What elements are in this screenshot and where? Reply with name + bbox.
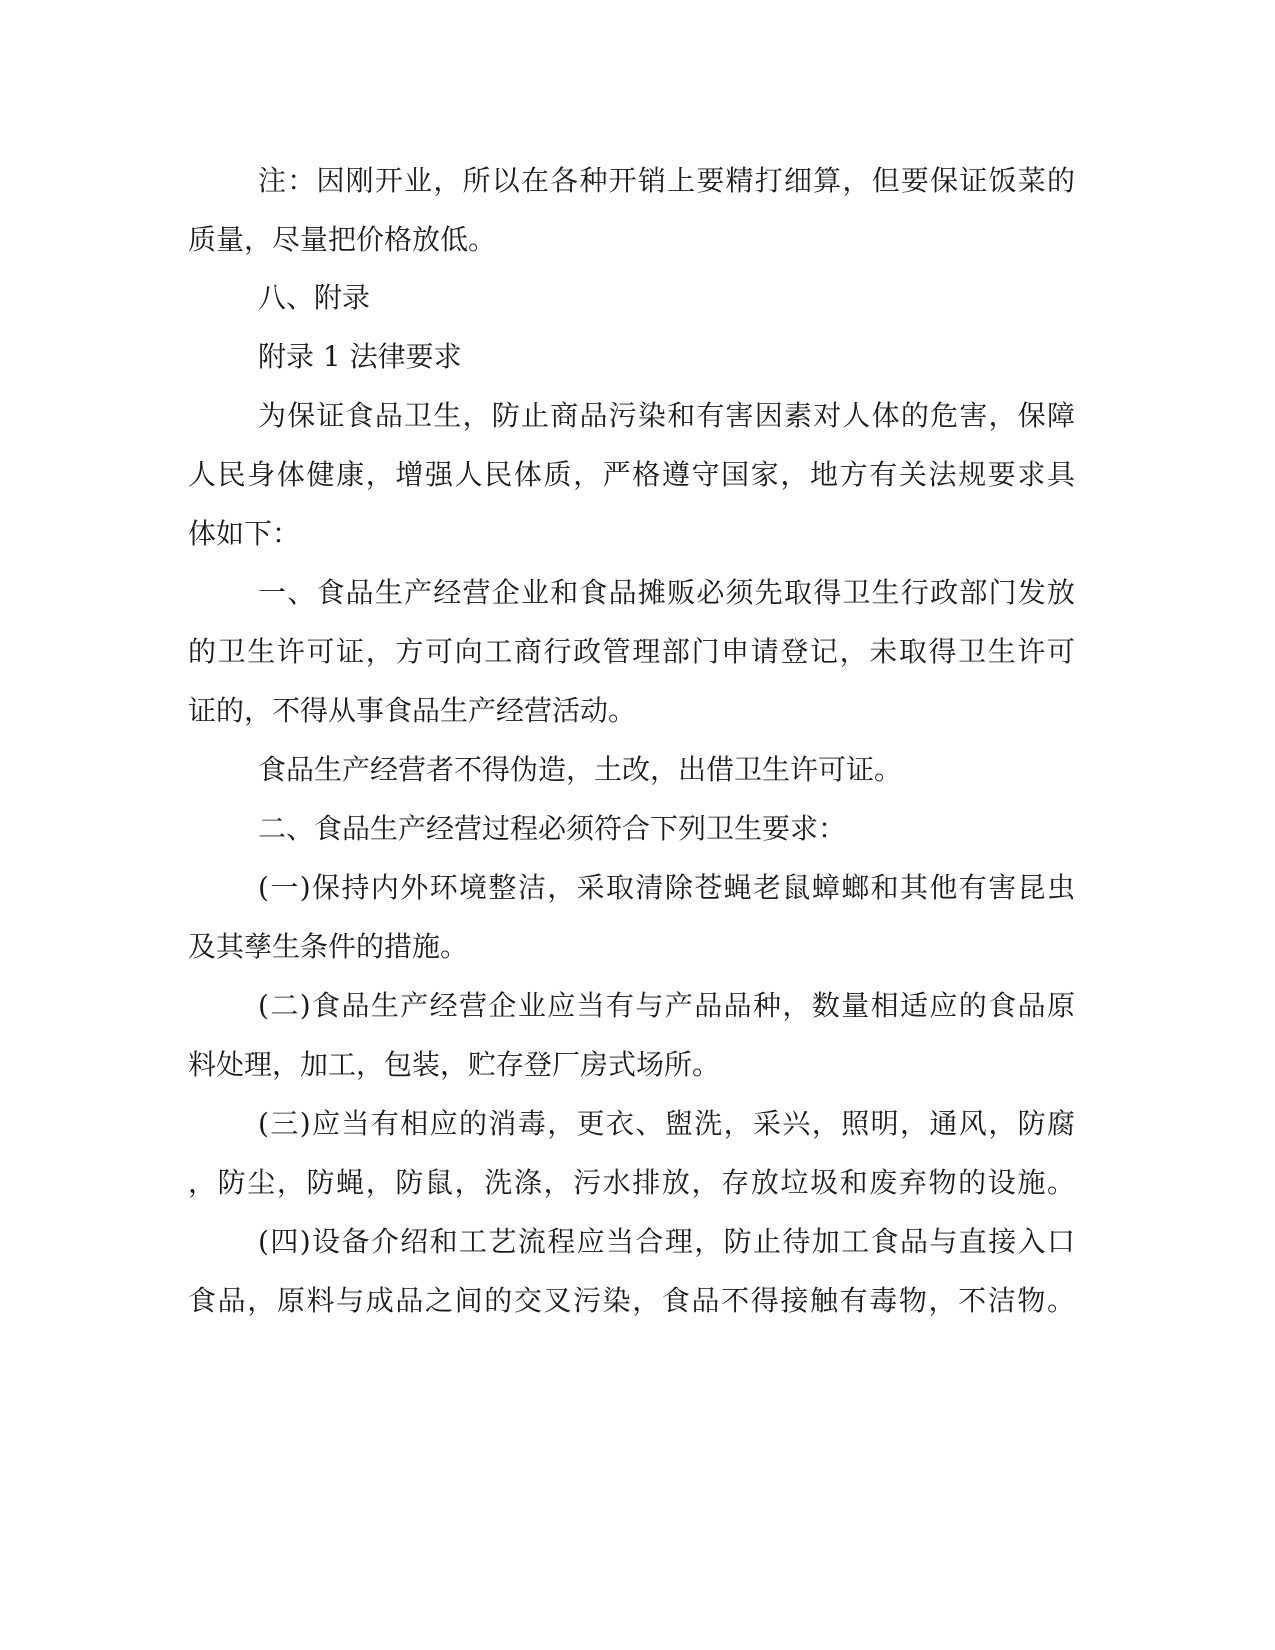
paragraph-line: (四)设备介绍和工艺流程应当合理，防止待加工食品与直接入口 — [258, 1225, 1075, 1258]
paragraph-line: 一、食品生产经营企业和食品摊贩必须先取得卫生行政部门发放 — [258, 576, 1075, 609]
paragraph-line: 及其孳生条件的措施。 — [188, 930, 469, 963]
paragraph-line: 食品，原料与成品之间的交叉污染，食品不得接触有毒物，不洁物。 — [188, 1284, 1075, 1317]
paragraph-line: 注：因刚开业，所以在各种开销上要精打细算，但要保证饭菜的 — [258, 164, 1075, 197]
paragraph-line: 料处理，加工，包装，贮存登厂房式场所。 — [188, 1048, 721, 1081]
paragraph-line: 二、食品生产经营过程必须符合下列卫生要求： — [258, 812, 847, 845]
paragraph-line: 的卫生许可证，方可向工商行政管理部门申请登记，未取得卫生许可 — [188, 635, 1075, 668]
paragraph-line: 证的，不得从事食品生产经营活动。 — [188, 694, 637, 727]
paragraph-line: (三)应当有相应的消毒，更衣、盥洗，采兴，照明，通风，防腐 — [258, 1107, 1075, 1140]
paragraph-line: (二)食品生产经营企业应当有与产品品种，数量相适应的食品原 — [258, 989, 1075, 1022]
paragraph-line: (一)保持内外环境整洁，采取清除苍蝇老鼠蟑螂和其他有害昆虫 — [258, 871, 1075, 904]
paragraph-line: 为保证食品卫生，防止商品污染和有害因素对人体的危害，保障 — [258, 399, 1075, 432]
paragraph-line: 人民身体健康，增强人民体质，严格遵守国家，地方有关法规要求具 — [188, 458, 1075, 491]
section-heading: 八、附录 — [258, 281, 371, 314]
paragraph-line: 体如下： — [188, 517, 301, 550]
paragraph-line: 食品生产经营者不得伪造，土改，出借卫生许可证。 — [258, 753, 903, 786]
paragraph-line: 质量，尽量把价格放低。 — [188, 223, 497, 256]
appendix-heading: 附录 1 法律要求 — [258, 340, 462, 373]
paragraph-line: ，防尘，防蝇，防鼠，洗涤，污水排放，存放垃圾和废弃物的设施。 — [188, 1166, 1075, 1199]
